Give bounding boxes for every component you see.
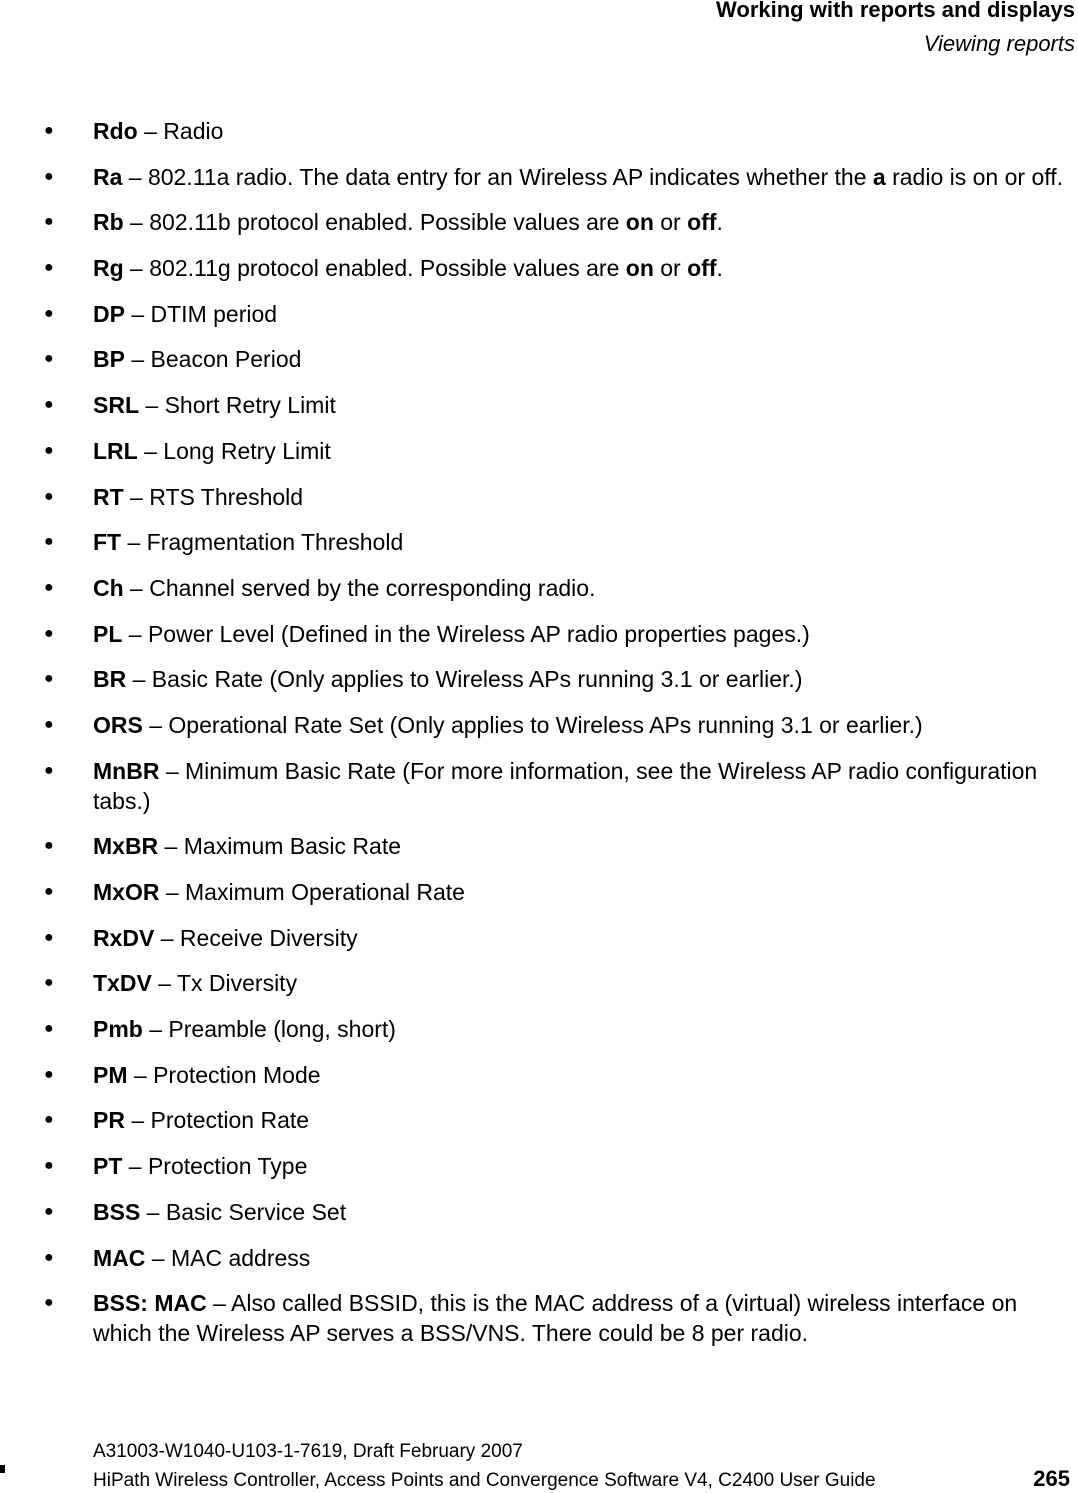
definition-text: – 802.11a radio. The data entry for an Wireless AP indicates whether the bbox=[122, 163, 873, 190]
term: off bbox=[687, 209, 717, 236]
definition-text: – Beacon Period bbox=[124, 346, 302, 373]
list-item bbox=[0, 573, 1078, 603]
bullet-icon: ● bbox=[44, 396, 54, 414]
definition-text: . bbox=[716, 209, 723, 236]
bullet-icon: ● bbox=[44, 837, 54, 855]
list-item bbox=[0, 619, 1078, 649]
list-item bbox=[0, 710, 1078, 740]
term: on bbox=[625, 255, 654, 282]
term: Pmb bbox=[93, 1016, 143, 1043]
bullet-icon: ● bbox=[44, 259, 54, 277]
bullet-icon: ● bbox=[44, 441, 54, 459]
definition-text: – Protection Mode bbox=[127, 1061, 321, 1088]
list-item bbox=[0, 162, 1078, 192]
bullet-icon: ● bbox=[44, 487, 54, 505]
bullet-icon: ● bbox=[44, 213, 54, 231]
list-item bbox=[0, 968, 1078, 998]
term: BSS bbox=[93, 1198, 141, 1225]
term: on bbox=[625, 209, 654, 236]
definition-text: – 802.11b protocol enabled. Possible values are bbox=[123, 209, 626, 236]
term: MxBR bbox=[93, 833, 159, 860]
term: Ra bbox=[93, 163, 123, 190]
bullet-icon: ● bbox=[44, 1111, 54, 1129]
definition-text: – RTS Threshold bbox=[123, 483, 304, 510]
definition-text: – Basic Service Set bbox=[140, 1198, 347, 1225]
bullet-icon: ● bbox=[44, 883, 54, 900]
bullet-icon: ● bbox=[44, 350, 54, 368]
definition-text: or bbox=[653, 209, 688, 236]
page-number: 265 bbox=[1033, 1466, 1070, 1491]
definition-text: – 802.11g protocol enabled. Possible values are bbox=[123, 255, 626, 282]
section-title: Viewing reports bbox=[923, 31, 1075, 56]
list-item bbox=[0, 253, 1078, 283]
list-item bbox=[0, 116, 1078, 146]
list-item bbox=[0, 299, 1078, 329]
list-item bbox=[0, 390, 1078, 420]
bullet-icon: ● bbox=[44, 974, 54, 992]
term: RT bbox=[93, 483, 124, 510]
term: RxDV bbox=[93, 924, 155, 951]
definition-text: radio is on or off. bbox=[885, 163, 1063, 190]
list-item bbox=[0, 831, 1078, 861]
definition-text: – Maximum Operational Rate bbox=[159, 879, 465, 905]
definition-text: – MAC address bbox=[145, 1244, 311, 1271]
bullet-icon: ● bbox=[44, 761, 54, 779]
definition-text: – Basic Rate (Only applies to Wireless APs running 3.1 or earlier.) bbox=[126, 666, 803, 693]
definition-text: – Receive Diversity bbox=[154, 924, 358, 951]
list-item bbox=[0, 436, 1078, 466]
definition-text: – Protection Rate bbox=[124, 1107, 310, 1134]
term: Rg bbox=[93, 255, 124, 282]
term: LRL bbox=[93, 437, 138, 464]
list-item bbox=[0, 1060, 1078, 1090]
list-item bbox=[0, 1288, 1078, 1348]
bullet-icon: ● bbox=[44, 1202, 54, 1220]
list-item bbox=[0, 1014, 1078, 1044]
bullet-icon: ● bbox=[44, 578, 54, 596]
list-item bbox=[0, 482, 1078, 512]
term: MAC bbox=[93, 1244, 146, 1271]
list-item bbox=[0, 1151, 1078, 1181]
list-item bbox=[0, 344, 1078, 374]
list-item bbox=[0, 664, 1078, 694]
list-item bbox=[0, 877, 1078, 907]
term: BR bbox=[93, 666, 127, 693]
term: Rb bbox=[93, 209, 124, 236]
definition-text: – Short Retry Limit bbox=[139, 392, 336, 419]
chapter-title: Working with reports and displays bbox=[716, 0, 1075, 22]
footer-title: HiPath Wireless Controller, Access Points and Convergence Software V4, C2400 User Guide bbox=[93, 1470, 876, 1491]
page-marker bbox=[0, 1465, 5, 1473]
term: DP bbox=[93, 300, 125, 327]
definition-text: – DTIM period bbox=[124, 300, 278, 327]
bullet-icon: ● bbox=[44, 715, 54, 733]
term: MxOR bbox=[93, 879, 160, 905]
term: ORS bbox=[93, 711, 143, 738]
definition-text: – Fragmentation Threshold bbox=[121, 529, 404, 556]
bullet-icon: ● bbox=[44, 928, 54, 946]
abbreviation-list bbox=[0, 116, 1078, 1364]
term: FT bbox=[93, 529, 122, 556]
bullet-icon: ● bbox=[44, 1248, 54, 1266]
term: SRL bbox=[93, 392, 139, 419]
term: a bbox=[872, 163, 886, 190]
term: Ch bbox=[93, 574, 124, 601]
definition-text: – Minimum Basic Rate (For more information, see the Wireless AP radio configuration tabs.) bbox=[93, 757, 1038, 814]
term: PM bbox=[93, 1061, 128, 1088]
term: TxDV bbox=[93, 970, 152, 997]
term: PR bbox=[93, 1107, 125, 1134]
bullet-icon: ● bbox=[44, 167, 54, 185]
definition-text: – Protection Type bbox=[122, 1153, 308, 1180]
term: BP bbox=[93, 346, 125, 373]
definition-text: – Preamble (long, short) bbox=[142, 1016, 396, 1043]
definition-text: – Long Retry Limit bbox=[137, 437, 331, 464]
bullet-icon: ● bbox=[44, 304, 54, 322]
list-item bbox=[0, 923, 1078, 953]
bullet-icon: ● bbox=[44, 624, 54, 642]
bullet-icon: ● bbox=[44, 1020, 54, 1038]
term: BSS: MAC bbox=[93, 1290, 207, 1317]
list-item bbox=[0, 527, 1078, 557]
bullet-icon: ● bbox=[44, 1157, 54, 1175]
definition-text: or bbox=[653, 255, 688, 282]
list-item bbox=[0, 1197, 1078, 1227]
definition-text: – Also called BSSID, this is the MAC address of a (virtual) wireless interface on which the Wireless AP serves a BSS/VNS. There could be 8 per radio. bbox=[93, 1290, 1018, 1347]
bullet-icon: ● bbox=[44, 533, 54, 551]
bullet-icon: ● bbox=[44, 122, 54, 139]
definition-text: – Radio bbox=[137, 118, 224, 144]
term: Rdo bbox=[93, 118, 138, 144]
term: off bbox=[687, 255, 717, 282]
list-item bbox=[0, 1243, 1078, 1273]
term: MnBR bbox=[93, 757, 160, 784]
list-item bbox=[0, 756, 1078, 816]
footer-doc-id: A31003-W1040-U103-1-7619, Draft February 2007 bbox=[93, 1441, 523, 1462]
definition-text: – Power Level (Defined in the Wireless AP radio properties pages.) bbox=[122, 620, 810, 647]
list-item bbox=[0, 1105, 1078, 1135]
bullet-icon: ● bbox=[44, 1065, 54, 1083]
bullet-icon: ● bbox=[44, 1294, 54, 1312]
definition-text: – Tx Diversity bbox=[151, 970, 298, 997]
term: PL bbox=[93, 620, 123, 647]
bullet-icon: ● bbox=[44, 670, 54, 688]
term: PT bbox=[93, 1153, 123, 1180]
definition-text: – Channel served by the corresponding radio. bbox=[123, 574, 596, 601]
definition-text: – Operational Rate Set (Only applies to Wireless APs running 3.1 or earlier.) bbox=[142, 711, 923, 738]
definition-text: . bbox=[716, 255, 723, 282]
list-item bbox=[0, 207, 1078, 237]
definition-text: – Maximum Basic Rate bbox=[158, 833, 402, 860]
